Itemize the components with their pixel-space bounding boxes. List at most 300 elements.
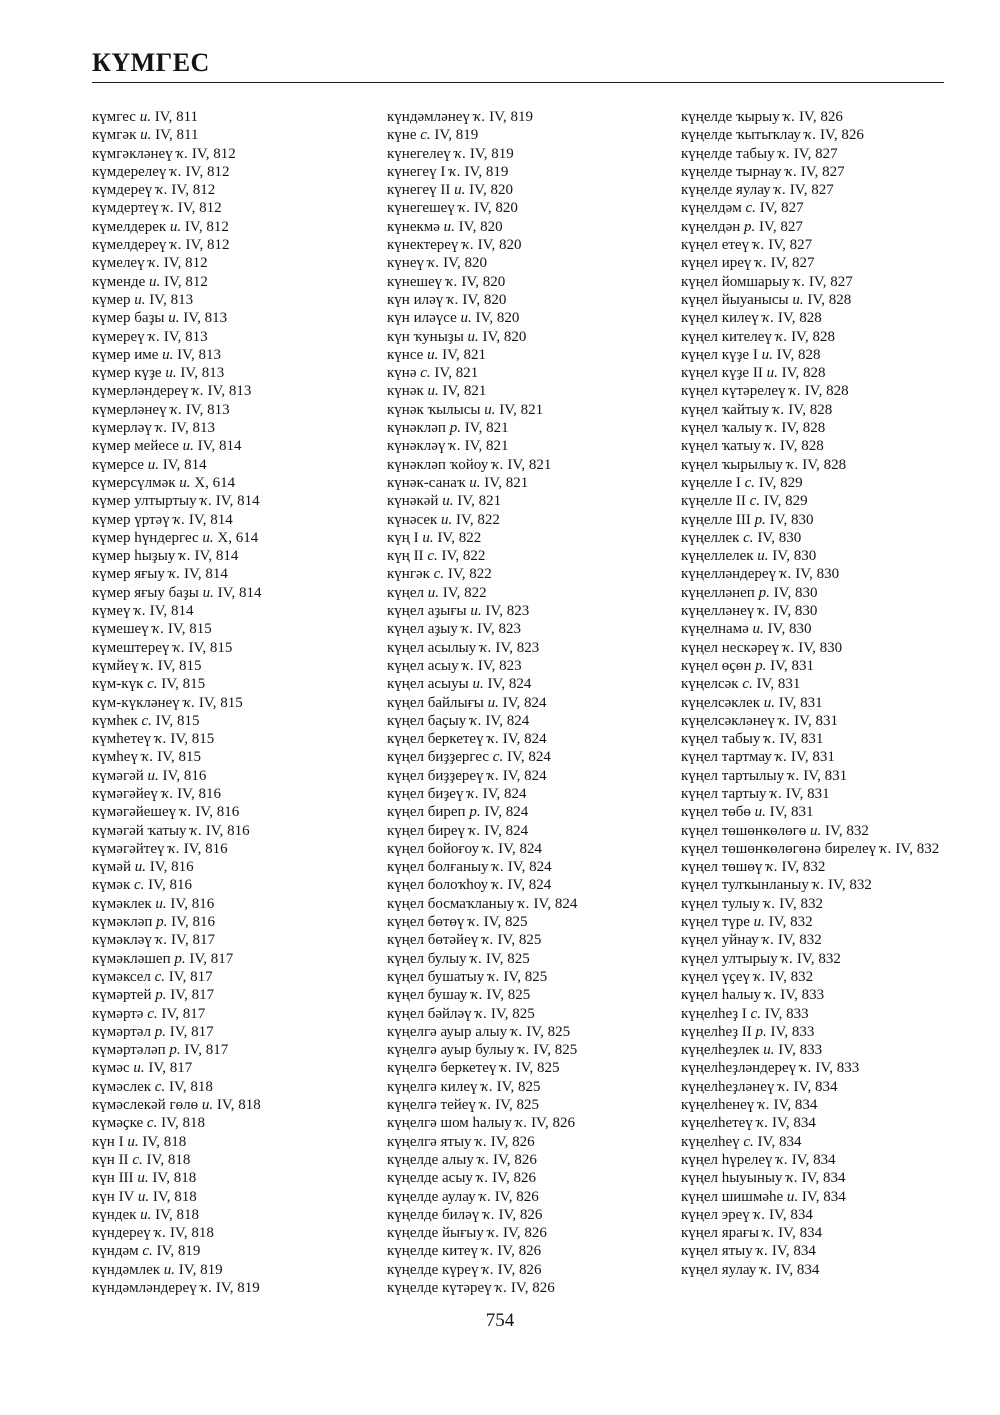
index-entry <box>92 730 362 748</box>
index-entry <box>387 748 657 766</box>
index-entry <box>92 1114 362 1132</box>
entry-reference: IV, 812 <box>171 182 216 199</box>
entry-pos: р. <box>169 1042 181 1059</box>
entry-headword: күмер яғыу баҙы <box>92 584 199 601</box>
entry-reference: IV, 834 <box>772 1115 816 1132</box>
entry-reference: IV, 834 <box>778 1225 823 1242</box>
entry-reference: IV, 826 <box>494 1188 539 1205</box>
entry-headword: күнешеү <box>387 273 443 290</box>
index-column-1 <box>92 108 362 1297</box>
index-entry <box>681 309 951 327</box>
index-entry <box>387 309 657 327</box>
entry-headword: күндәм <box>92 1243 139 1260</box>
entry-headword: күнегеү I <box>387 163 446 180</box>
entry-pos: ҡ. <box>462 657 475 674</box>
index-entry <box>92 108 362 126</box>
index-entry <box>92 437 362 455</box>
entry-pos: и. <box>202 529 214 546</box>
entry-reference: IV, 832 <box>777 932 822 949</box>
entry-pos: с. <box>133 877 145 894</box>
entry-pos: ҡ. <box>170 163 182 180</box>
entry-reference: IV, 819 <box>434 127 479 144</box>
entry-headword: күмәк <box>92 877 131 894</box>
entry-headword: күм-күкләнеү <box>92 694 180 711</box>
entry-pos: ҡ. <box>173 511 186 528</box>
index-entry <box>681 401 951 419</box>
entry-reference: IV, 816 <box>149 859 194 876</box>
entry-headword: күн иләү <box>387 291 444 308</box>
entry-reference: IV, 820 <box>443 255 488 272</box>
index-entry <box>681 364 951 382</box>
index-entry <box>387 694 657 712</box>
entry-pos: ҡ. <box>170 237 182 254</box>
entry-headword: күңелде ҡытыҡлау <box>681 127 801 144</box>
entry-pos: р. <box>156 914 168 931</box>
entry-headword: күңел һүрелеү <box>681 1151 773 1168</box>
index-entry <box>387 126 657 144</box>
entry-reference: IV, 821 <box>507 456 552 473</box>
entry-pos: и. <box>754 804 766 821</box>
entry-reference: IV, 813 <box>185 401 230 418</box>
index-entry <box>387 1023 657 1041</box>
entry-reference: IV, 821 <box>484 474 529 491</box>
index-entry <box>681 547 951 565</box>
entry-reference: IV, 817 <box>148 1060 193 1077</box>
entry-headword: күңел бәйләү <box>387 1005 472 1022</box>
entry-pos: ҡ. <box>758 1097 770 1114</box>
entry-headword: күңел иреү <box>681 255 752 272</box>
entry-pos: с. <box>146 1115 158 1132</box>
index-entry <box>92 1005 362 1023</box>
index-entry <box>681 712 951 730</box>
index-entry <box>387 1169 657 1187</box>
entry-headword: күмер яғыу <box>92 566 165 583</box>
index-entry <box>387 364 657 382</box>
entry-headword: күнегелеү <box>387 145 451 162</box>
entry-headword: күң II <box>387 548 424 565</box>
entry-headword: күнсе <box>387 346 424 363</box>
entry-pos: и. <box>182 438 194 455</box>
entry-pos: ҡ. <box>481 1078 493 1095</box>
entry-pos: ҡ. <box>762 932 775 949</box>
entry-headword: күңелгә килеү <box>387 1078 478 1095</box>
entry-headword: күнә <box>387 365 417 382</box>
entry-headword: күнегешеү <box>387 200 455 217</box>
index-entry <box>387 254 657 272</box>
entry-pos: и. <box>443 218 455 235</box>
entry-headword: күңел беркетеү <box>387 731 484 748</box>
entry-pos: и. <box>133 1060 145 1077</box>
entry-reference: IV, 816 <box>195 804 240 821</box>
index-entry <box>681 1005 951 1023</box>
entry-reference: IV, 815 <box>157 657 202 674</box>
index-entry <box>681 657 951 675</box>
entry-reference: IV, 815 <box>198 694 243 711</box>
entry-headword: күңелде яулау <box>681 182 771 199</box>
index-entry <box>681 968 951 986</box>
entry-pos: с. <box>142 1243 153 1260</box>
index-entry <box>681 748 951 766</box>
entry-reference: IV, 834 <box>768 1206 813 1223</box>
index-entry <box>92 254 362 272</box>
entry-reference: IV, 820 <box>473 200 518 217</box>
index-entry <box>92 401 362 419</box>
entry-reference: IV, 822 <box>437 529 482 546</box>
entry-reference: IV, 819 <box>469 145 514 162</box>
entry-pos: ҡ. <box>476 1170 489 1187</box>
entry-headword: күңелде күреү <box>387 1261 479 1278</box>
entry-reference: IV, 825 <box>485 950 530 967</box>
index-entry <box>92 364 362 382</box>
entry-reference: IV, 828 <box>776 346 821 363</box>
entry-headword: күңел аҙыу <box>387 621 458 638</box>
entry-headword: күңел кителеү <box>681 328 772 345</box>
entry-headword: күнәкләү <box>387 438 446 455</box>
entry-reference: IV, 815 <box>170 731 215 748</box>
index-entry <box>92 1059 362 1077</box>
entry-pos: с. <box>745 200 756 217</box>
entry-headword: күңел тулыу <box>681 895 760 912</box>
entry-reference: IV, 823 <box>477 657 522 674</box>
index-entry <box>92 474 362 492</box>
entry-reference: IV, 814 <box>197 438 242 455</box>
entry-reference: IV, 820 <box>462 291 507 308</box>
index-entry <box>92 291 362 309</box>
index-entry <box>92 858 362 876</box>
entry-headword: күнеү <box>387 255 424 272</box>
entry-reference: IV, 817 <box>168 968 213 985</box>
entry-headword: күмәслекәй гөлө <box>92 1097 199 1114</box>
entry-pos: с. <box>420 127 431 144</box>
entry-reference: IV, 814 <box>217 584 262 601</box>
entry-headword: күмер мейесе <box>92 438 179 455</box>
index-entry <box>387 767 657 785</box>
entry-pos: ҡ. <box>179 548 191 565</box>
entry-reference: IV, 816 <box>148 877 193 894</box>
index-entry <box>92 584 362 602</box>
index-entry <box>681 931 951 949</box>
entry-headword: күңелгә ятыу <box>387 1133 472 1150</box>
entry-pos: ҡ. <box>179 804 192 821</box>
index-entry <box>92 456 362 474</box>
entry-pos: ҡ. <box>170 401 182 418</box>
entry-pos: ҡ. <box>142 657 154 674</box>
entry-reference: IV, 827 <box>808 273 853 290</box>
entry-reference: IV, 825 <box>526 1023 571 1040</box>
index-entry <box>387 730 657 748</box>
entry-headword: күңелһеҙлек <box>681 1042 760 1059</box>
index-entry <box>681 1114 951 1132</box>
entry-reference: IV, 829 <box>758 474 803 491</box>
entry-headword: күңел һалыу <box>681 987 762 1004</box>
entry-headword: күңел ярағы <box>681 1225 759 1242</box>
entry-reference: IV, 828 <box>781 420 826 437</box>
entry-reference: IV, 819 <box>156 1243 201 1260</box>
index-entry <box>387 328 657 346</box>
entry-pos: с. <box>492 749 504 766</box>
index-entry <box>387 584 657 602</box>
entry-pos: ҡ. <box>479 1188 492 1205</box>
entry-reference: IV, 823 <box>485 603 530 620</box>
index-entry <box>92 529 362 547</box>
entry-pos: ҡ. <box>148 328 161 345</box>
entry-headword: күмдертеү <box>92 200 159 217</box>
index-entry <box>387 1078 657 1096</box>
index-entry <box>681 675 951 693</box>
entry-headword: күңел булыу <box>387 950 467 967</box>
entry-pos: и. <box>484 401 496 418</box>
index-entry <box>681 1059 951 1077</box>
index-entry <box>92 1041 362 1059</box>
entry-headword: күңел бөтөү <box>387 914 465 931</box>
entry-headword: күңелләндереү <box>681 566 777 583</box>
entry-headword: күмәртә <box>92 1005 144 1022</box>
entry-reference: IV, 831 <box>770 657 815 674</box>
entry-headword: күңелде биләү <box>387 1206 480 1223</box>
entry-reference: IV, 826 <box>492 1170 536 1187</box>
entry-headword: күменде <box>92 273 146 290</box>
entry-headword: күңеллелек <box>681 548 754 565</box>
entry-pos: ҡ. <box>482 840 495 857</box>
entry-reference: IV, 820 <box>458 218 503 235</box>
entry-headword: күмештереү <box>92 639 170 656</box>
index-entry <box>92 876 362 894</box>
entry-headword: күңелһеү <box>681 1133 740 1150</box>
index-entry <box>387 1005 657 1023</box>
entry-pos: с. <box>147 676 158 693</box>
entry-headword: күңел ҡырылыу <box>681 456 784 473</box>
entry-pos: ҡ. <box>492 456 504 473</box>
entry-headword: күңел тартылыу <box>681 767 785 784</box>
entry-headword: күңелдән <box>681 218 741 235</box>
entry-headword: күңелле III <box>681 511 751 528</box>
entry-reference: IV, 828 <box>802 456 847 473</box>
entry-reference: IV, 833 <box>815 1060 860 1077</box>
entry-reference: IV, 826 <box>819 127 864 144</box>
entry-reference: IV, 825 <box>515 1060 560 1077</box>
entry-reference: IV, 832 <box>825 822 869 839</box>
entry-pos: ҡ. <box>789 383 801 400</box>
entry-headword: күңелде ҡырыу <box>681 109 780 125</box>
entry-pos: с. <box>750 1005 761 1022</box>
entry-reference: IV, 832 <box>828 877 872 894</box>
entry-headword: күңел эреү <box>681 1206 750 1223</box>
entry-pos: и. <box>201 1097 214 1114</box>
entry-reference: IV, 830 <box>769 511 814 528</box>
entry-reference: IV, 815 <box>157 749 202 766</box>
entry-pos: и. <box>163 1261 176 1278</box>
index-entry <box>387 401 657 419</box>
index-entry <box>681 1078 951 1096</box>
entry-headword: күнәкләп <box>387 420 446 437</box>
entry-headword: күнектереү <box>387 237 459 254</box>
entry-pos: ҡ. <box>161 785 174 802</box>
entry-pos: с. <box>742 676 753 693</box>
entry-reference: IV, 833 <box>778 1042 823 1059</box>
entry-headword: күмерләү <box>92 420 152 437</box>
entry-pos: ҡ. <box>765 420 778 437</box>
entry-reference: IV, 813 <box>171 420 215 437</box>
index-entry <box>92 712 362 730</box>
entry-pos: ҡ. <box>783 109 796 125</box>
entry-reference: IV, 827 <box>759 200 804 217</box>
entry-reference: IV, 831 <box>794 712 838 729</box>
index-entry <box>92 1261 362 1279</box>
index-entry <box>92 1279 362 1297</box>
index-entry <box>92 565 362 583</box>
entry-pos: и. <box>467 328 479 345</box>
entry-pos: и. <box>763 694 775 711</box>
entry-pos: и. <box>761 346 773 363</box>
entry-reference: IV, 825 <box>486 987 531 1004</box>
entry-reference: IV, 833 <box>780 987 825 1004</box>
index-entry <box>681 382 951 400</box>
entry-pos: ҡ. <box>183 694 196 711</box>
index-entry <box>681 511 951 529</box>
entry-reference: IV, 813 <box>183 310 228 327</box>
entry-pos: с. <box>427 548 438 565</box>
index-entry <box>92 218 362 236</box>
entry-reference: IV, 816 <box>183 840 228 857</box>
entry-pos: р. <box>755 1023 767 1040</box>
entry-headword: күн III <box>92 1170 134 1187</box>
entry-pos: с. <box>147 1005 158 1022</box>
entry-reference: IV, 826 <box>531 1115 575 1132</box>
entry-headword: күмдереү <box>92 182 153 199</box>
entry-reference: IV, 824 <box>482 785 527 802</box>
entry-reference: IV, 827 <box>789 182 834 199</box>
entry-headword: күн иләүсе <box>387 310 457 327</box>
entry-pos: ҡ. <box>475 1133 487 1150</box>
entry-reference: IV, 820 <box>461 273 506 290</box>
entry-headword: күңелсәк <box>681 676 739 693</box>
entry-pos: ҡ. <box>756 1243 769 1260</box>
entry-reference: IV, 819 <box>489 109 534 125</box>
entry-pos: ҡ. <box>775 749 788 766</box>
entry-reference: IV, 826 <box>510 1280 555 1296</box>
entry-headword: күмәгәйтеү <box>92 840 165 857</box>
entry-headword: күмер име <box>92 346 159 363</box>
entry-pos: и. <box>137 1188 150 1205</box>
entry-headword: күңел бушау <box>387 987 468 1004</box>
entry-headword: күңелгә ауыр алыу <box>387 1023 508 1040</box>
entry-reference: IV, 833 <box>770 1023 815 1040</box>
entry-headword: күнәкләп ҡойоу <box>387 456 489 473</box>
entry-pos: ҡ. <box>479 1097 492 1114</box>
entry-pos: ҡ. <box>477 1151 490 1168</box>
entry-headword: күңелде китеү <box>387 1243 479 1260</box>
index-entry <box>681 126 951 144</box>
entry-headword: күңелһетеү <box>681 1115 753 1132</box>
entry-headword: күңелгә тейеү <box>387 1097 476 1114</box>
entry-headword: күнәсек <box>387 511 438 528</box>
entry-headword: күмер баҙы <box>92 310 165 327</box>
entry-reference: IV, 832 <box>769 968 814 985</box>
index-entry <box>681 1188 951 1206</box>
entry-pos: ҡ. <box>492 859 504 876</box>
entry-pos: и. <box>422 529 434 546</box>
index-entry <box>387 437 657 455</box>
index-entry <box>681 565 951 583</box>
index-entry <box>681 199 951 217</box>
entry-headword: күңелһеҙләнеү <box>681 1078 775 1095</box>
entry-pos: ҡ. <box>168 566 181 583</box>
index-entry <box>681 639 951 657</box>
entry-reference: IV, 813 <box>163 328 208 345</box>
entry-reference: IV, 817 <box>170 987 215 1004</box>
entry-pos: и. <box>134 859 146 876</box>
entry-pos: ҡ. <box>155 182 168 199</box>
entry-headword: күнәк <box>387 383 424 400</box>
entry-reference: IV, 824 <box>485 712 530 729</box>
entry-headword: күмәгәй <box>92 767 144 784</box>
entry-reference: IV, 813 <box>149 291 194 308</box>
index-entry <box>92 1188 362 1206</box>
index-entry <box>387 840 657 858</box>
entry-headword: күмәртәл <box>92 1023 151 1040</box>
entry-pos: ҡ. <box>774 182 787 199</box>
entry-headword: күмһек <box>92 712 138 729</box>
entry-pos: и. <box>147 767 159 784</box>
entry-reference: IV, 818 <box>152 1170 197 1187</box>
entry-reference: IV, 812 <box>185 237 230 254</box>
entry-headword: күңел босмаҡланыу <box>387 895 515 912</box>
entry-pos: ҡ. <box>763 895 776 912</box>
index-entry <box>387 1096 657 1114</box>
entry-reference: IV, 814 <box>194 548 239 565</box>
index-entry <box>387 529 657 547</box>
index-entry <box>387 858 657 876</box>
entry-reference: IV, 816 <box>171 914 216 931</box>
entry-pos: и. <box>763 1042 775 1059</box>
index-entry <box>92 986 362 1004</box>
entry-pos: ҡ. <box>470 950 483 967</box>
index-entry <box>387 419 657 437</box>
entry-reference: IV, 819 <box>464 163 509 180</box>
entry-pos: ҡ. <box>799 1060 812 1077</box>
entry-reference: IV, 832 <box>895 840 940 857</box>
entry-reference: IV, 827 <box>768 237 813 254</box>
entry-pos: р. <box>469 804 481 821</box>
entry-headword: күне <box>387 127 417 144</box>
entry-pos: и. <box>168 310 180 327</box>
entry-headword: күмәртей <box>92 987 152 1004</box>
entry-pos: ҡ. <box>775 328 788 345</box>
entry-headword: күңел ҡайтыу <box>681 401 770 418</box>
entry-reference: IV, 817 <box>169 1023 214 1040</box>
entry-headword: күмәҫке <box>92 1115 144 1132</box>
index-entry <box>92 620 362 638</box>
entry-headword: күнегеү II <box>387 182 451 199</box>
entry-reference: IV, 834 <box>801 1188 846 1205</box>
entry-headword: күңел биҙеү <box>387 785 464 802</box>
entry-reference: IV, 818 <box>216 1097 261 1114</box>
index-entry <box>681 1261 951 1279</box>
entry-headword: күңел йомшарыу <box>681 273 790 290</box>
entry-pos: ҡ. <box>515 1115 528 1132</box>
index-entry <box>681 456 951 474</box>
entry-headword: күңел биреү <box>387 822 466 839</box>
entry-reference: IV, 824 <box>484 804 529 821</box>
entry-reference: IV, 831 <box>790 749 835 766</box>
entry-headword: күн ҡуныҙы <box>387 328 464 345</box>
index-entry <box>387 511 657 529</box>
entry-headword: күмәкләп <box>92 914 153 931</box>
entry-headword: күңелһеҙ II <box>681 1023 752 1040</box>
entry-reference: IV, 824 <box>507 877 552 894</box>
entry-pos: р. <box>449 420 461 437</box>
entry-reference: IV, 827 <box>770 255 815 272</box>
